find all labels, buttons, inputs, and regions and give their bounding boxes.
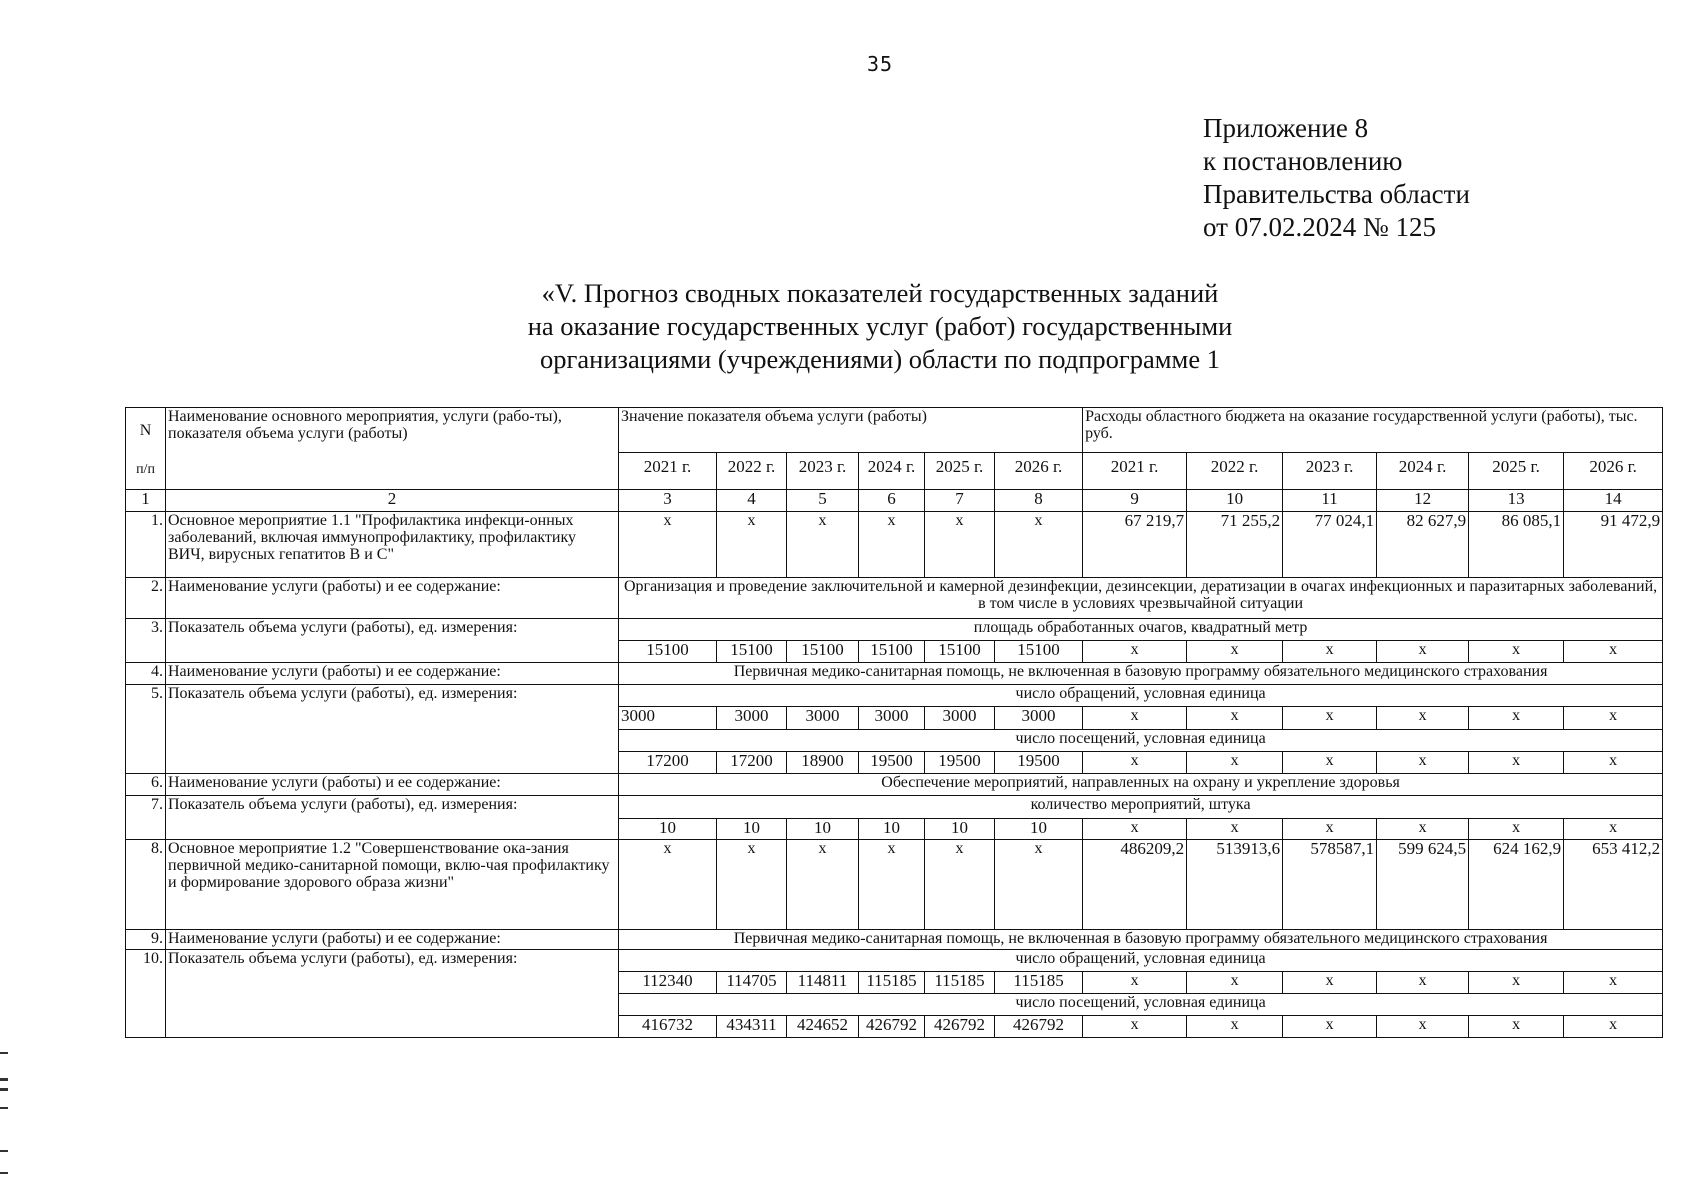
table-row bbox=[126, 796, 1663, 819]
column-number: 4 bbox=[717, 490, 787, 512]
row-number: 8. bbox=[126, 840, 166, 930]
value-cell: х bbox=[925, 840, 995, 930]
value-cell: х bbox=[787, 512, 859, 578]
year-header: 2021 г. bbox=[619, 453, 717, 490]
expense-cell: 513913,6 bbox=[1187, 840, 1283, 930]
expense-cell: х bbox=[1377, 641, 1469, 663]
indicator-label: число обращений, условная единица bbox=[619, 685, 1663, 707]
column-number: 14 bbox=[1564, 490, 1663, 512]
value-cell: 426792 bbox=[995, 1016, 1083, 1038]
value-cell: 15100 bbox=[717, 641, 787, 663]
column-number: 5 bbox=[787, 490, 859, 512]
value-cell: 112340 bbox=[619, 972, 717, 994]
expense-cell: 86 085,1 bbox=[1469, 512, 1564, 578]
row-number: 3. bbox=[126, 619, 166, 663]
value-cell: х bbox=[717, 512, 787, 578]
indicator-label: число обращений, условная единица bbox=[619, 950, 1663, 972]
value-cell: 3000 bbox=[717, 707, 787, 730]
row-number: 1. bbox=[126, 512, 166, 578]
year-header: 2024 г. bbox=[1377, 453, 1469, 490]
expense-cell: х bbox=[1469, 752, 1564, 774]
table-row bbox=[126, 950, 1663, 972]
expense-cell: х bbox=[1469, 1016, 1564, 1038]
appendix-line: Приложение 8 bbox=[1203, 113, 1369, 143]
expense-cell: х bbox=[1564, 707, 1663, 730]
header-name-cell: Наименование основного мероприятия, услуги (рабо-ты), показателя объема услуги (работы) bbox=[166, 408, 619, 490]
row-name: Наименование услуги (работы) и ее содержание: bbox=[166, 930, 619, 950]
row-number: 6. bbox=[126, 774, 166, 796]
row-name: Основное мероприятие 1.1 "Профилактика инфекци-онных заболеваний, включая иммунопрофилактику, профилактику ВИЧ, вирусных гепатитов В и С" bbox=[166, 512, 619, 578]
column-number: 3 bbox=[619, 490, 717, 512]
value-cell: 434311 bbox=[717, 1016, 787, 1038]
value-cell: 3000 bbox=[619, 707, 717, 730]
value-cell: х bbox=[859, 512, 925, 578]
expense-cell: 599 624,5 bbox=[1377, 840, 1469, 930]
value-cell: х bbox=[787, 840, 859, 930]
value-cell: х bbox=[619, 512, 717, 578]
value-cell: 114705 bbox=[717, 972, 787, 994]
row-number: 9. bbox=[126, 930, 166, 950]
value-cell: х bbox=[859, 840, 925, 930]
indicator-label: площадь обработанных очагов, квадратный метр bbox=[619, 619, 1663, 641]
column-number: 12 bbox=[1377, 490, 1469, 512]
header-n-cell bbox=[126, 408, 166, 490]
expense-cell: 71 255,2 bbox=[1187, 512, 1283, 578]
scan-mark bbox=[0, 1052, 8, 1054]
value-cell: 114811 bbox=[787, 972, 859, 994]
expense-cell: х bbox=[1377, 752, 1469, 774]
page-number: 35 bbox=[866, 52, 894, 76]
service-content: Первичная медико-санитарная помощь, не включенная в базовую программу обязательного медицинского страхования bbox=[619, 930, 1663, 950]
year-header: 2026 г. bbox=[1564, 453, 1663, 490]
column-number-row bbox=[126, 490, 1663, 512]
row-name: Показатель объема услуги (работы), ед. измерения: bbox=[166, 619, 619, 663]
expense-cell: х bbox=[1564, 972, 1663, 994]
header-row-groups bbox=[126, 408, 1663, 453]
title-line: организациями (учреждениями) области по подпрограмме 1 bbox=[540, 344, 1220, 374]
expense-cell: 653 412,2 bbox=[1564, 840, 1663, 930]
forecast-table-wrapper bbox=[125, 407, 1663, 1038]
value-cell: 3000 bbox=[859, 707, 925, 730]
value-cell: 18900 bbox=[787, 752, 859, 774]
expense-cell: х bbox=[1083, 1016, 1187, 1038]
expense-cell: х bbox=[1469, 819, 1564, 840]
expense-cell: х bbox=[1283, 972, 1377, 994]
appendix-line: Правительства области bbox=[1203, 179, 1470, 209]
value-cell: х bbox=[995, 840, 1083, 930]
scan-mark bbox=[0, 1078, 8, 1081]
expense-cell: х bbox=[1564, 641, 1663, 663]
expense-cell: х bbox=[1187, 819, 1283, 840]
scan-mark bbox=[0, 1150, 8, 1152]
column-number: 9 bbox=[1083, 490, 1187, 512]
expense-cell: х bbox=[1083, 752, 1187, 774]
appendix-block bbox=[1203, 112, 1470, 244]
value-cell: 15100 bbox=[787, 641, 859, 663]
table-row bbox=[126, 663, 1663, 685]
value-cell: 19500 bbox=[925, 752, 995, 774]
row-number: 4. bbox=[126, 663, 166, 685]
service-content: Обеспечение мероприятий, направленных на охрану и укрепление здоровья bbox=[619, 774, 1663, 796]
expense-cell: 578587,1 bbox=[1283, 840, 1377, 930]
row-name: Показатель объема услуги (работы), ед. измерения: bbox=[166, 796, 619, 840]
value-cell: 424652 bbox=[787, 1016, 859, 1038]
column-number: 10 bbox=[1187, 490, 1283, 512]
value-cell: 3000 bbox=[925, 707, 995, 730]
expense-cell: х bbox=[1187, 1016, 1283, 1038]
value-cell: 17200 bbox=[717, 752, 787, 774]
table-row bbox=[126, 685, 1663, 707]
year-header: 2026 г. bbox=[995, 453, 1083, 490]
column-number: 1 bbox=[126, 490, 166, 512]
table-row bbox=[126, 774, 1663, 796]
title-line: «V. Прогноз сводных показателей государственных заданий bbox=[541, 278, 1219, 308]
header-values-group: Значение показателя объема услуги (работы) bbox=[619, 408, 1083, 453]
expense-cell: 486209,2 bbox=[1083, 840, 1187, 930]
expense-cell: х bbox=[1564, 819, 1663, 840]
value-cell: 10 bbox=[619, 819, 717, 840]
year-header: 2025 г. bbox=[1469, 453, 1564, 490]
value-cell: х bbox=[619, 840, 717, 930]
value-cell: 10 bbox=[925, 819, 995, 840]
column-number: 2 bbox=[166, 490, 619, 512]
row-number: 10. bbox=[126, 950, 166, 1038]
row-name: Показатель объема услуги (работы), ед. измерения: bbox=[166, 950, 619, 1038]
row-name: Наименование услуги (работы) и ее содержание: bbox=[166, 663, 619, 685]
expense-cell: х bbox=[1083, 707, 1187, 730]
table-row bbox=[126, 930, 1663, 950]
value-cell: х bbox=[717, 840, 787, 930]
expense-cell: х bbox=[1469, 972, 1564, 994]
expense-cell: х bbox=[1283, 707, 1377, 730]
scan-mark bbox=[0, 1088, 8, 1091]
value-cell: 115185 bbox=[995, 972, 1083, 994]
row-name: Основное мероприятие 1.2 "Совершенствование ока-зания первичной медико-санитарной помощи, вклю-чая профилактику и формирование здорового образа жизни" bbox=[166, 840, 619, 930]
year-header: 2023 г. bbox=[1283, 453, 1377, 490]
value-cell: х bbox=[995, 512, 1083, 578]
expense-cell: 624 162,9 bbox=[1469, 840, 1564, 930]
expense-cell: х bbox=[1377, 1016, 1469, 1038]
expense-cell: х bbox=[1469, 707, 1564, 730]
indicator-label: число посещений, условная единица bbox=[619, 994, 1663, 1016]
year-header: 2021 г. bbox=[1083, 453, 1187, 490]
table-row bbox=[126, 578, 1663, 619]
value-cell: 10 bbox=[859, 819, 925, 840]
expense-cell: х bbox=[1283, 752, 1377, 774]
appendix-line: к постановлению bbox=[1203, 146, 1403, 176]
expense-cell: 91 472,9 bbox=[1564, 512, 1663, 578]
appendix-line: от 07.02.2024 № 125 bbox=[1203, 212, 1436, 242]
value-cell: 10 bbox=[787, 819, 859, 840]
column-number: 13 bbox=[1469, 490, 1564, 512]
expense-cell: х bbox=[1187, 972, 1283, 994]
value-cell: 15100 bbox=[859, 641, 925, 663]
expense-cell: х bbox=[1187, 707, 1283, 730]
expense-cell: 67 219,7 bbox=[1083, 512, 1187, 578]
value-cell: 19500 bbox=[859, 752, 925, 774]
expense-cell: х bbox=[1083, 819, 1187, 840]
expense-cell: х bbox=[1283, 819, 1377, 840]
expense-cell: х bbox=[1283, 641, 1377, 663]
year-header: 2025 г. bbox=[925, 453, 995, 490]
expense-cell: х bbox=[1564, 1016, 1663, 1038]
year-header: 2023 г. bbox=[787, 453, 859, 490]
expense-cell: 82 627,9 bbox=[1377, 512, 1469, 578]
expense-cell: х bbox=[1083, 641, 1187, 663]
value-cell: 17200 bbox=[619, 752, 717, 774]
value-cell: 10 bbox=[995, 819, 1083, 840]
expense-cell: х bbox=[1377, 972, 1469, 994]
row-name: Показатель объема услуги (работы), ед. измерения: bbox=[166, 685, 619, 774]
column-number: 8 bbox=[995, 490, 1083, 512]
year-header: 2022 г. bbox=[717, 453, 787, 490]
forecast-table bbox=[125, 407, 1663, 1038]
service-content: Первичная медико-санитарная помощь, не включенная в базовую программу обязательного медицинского страхования bbox=[619, 663, 1663, 685]
service-content: Организация и проведение заключительной и камерной дезинфекции, дезинсекции, дератизации в очагах инфекционных и паразитарных заболеваний, в том числе в условиях чрезвычайной ситуации bbox=[619, 578, 1663, 619]
expense-cell: х bbox=[1083, 972, 1187, 994]
title-line: на оказание государственных услуг (работ) государственными bbox=[527, 311, 1233, 341]
value-cell: 115185 bbox=[925, 972, 995, 994]
value-cell: 15100 bbox=[925, 641, 995, 663]
row-number: 5. bbox=[126, 685, 166, 774]
header-n-top: N bbox=[139, 422, 152, 439]
table-row bbox=[126, 512, 1663, 578]
value-cell: 115185 bbox=[859, 972, 925, 994]
expense-cell: х bbox=[1377, 819, 1469, 840]
column-number: 7 bbox=[925, 490, 995, 512]
value-cell: 426792 bbox=[859, 1016, 925, 1038]
indicator-label: количество мероприятий, штука bbox=[619, 796, 1663, 819]
expense-cell: х bbox=[1564, 752, 1663, 774]
row-name: Наименование услуги (работы) и ее содержание: bbox=[166, 774, 619, 796]
table-row bbox=[126, 619, 1663, 641]
value-cell: 15100 bbox=[619, 641, 717, 663]
value-cell: 19500 bbox=[995, 752, 1083, 774]
scan-mark bbox=[0, 1172, 8, 1174]
row-name: Наименование услуги (работы) и ее содержание: bbox=[166, 578, 619, 619]
year-header: 2022 г. bbox=[1187, 453, 1283, 490]
column-number: 11 bbox=[1283, 490, 1377, 512]
expense-cell: х bbox=[1469, 641, 1564, 663]
expense-cell: х bbox=[1187, 752, 1283, 774]
table-row bbox=[126, 840, 1663, 930]
value-cell: 3000 bbox=[995, 707, 1083, 730]
expense-cell: х bbox=[1187, 641, 1283, 663]
expense-cell: х bbox=[1283, 1016, 1377, 1038]
indicator-label: число посещений, условная единица bbox=[619, 730, 1663, 752]
value-cell: х bbox=[925, 512, 995, 578]
value-cell: 3000 bbox=[787, 707, 859, 730]
scan-mark bbox=[0, 1107, 8, 1109]
header-expenses-group: Расходы областного бюджета на оказание государственной услуги (работы), тыс. руб. bbox=[1083, 408, 1663, 453]
column-number: 6 bbox=[859, 490, 925, 512]
expense-cell: х bbox=[1377, 707, 1469, 730]
value-cell: 10 bbox=[717, 819, 787, 840]
document-title bbox=[360, 277, 1400, 376]
expense-cell: 77 024,1 bbox=[1283, 512, 1377, 578]
year-header: 2024 г. bbox=[859, 453, 925, 490]
row-number: 2. bbox=[126, 578, 166, 619]
value-cell: 426792 bbox=[925, 1016, 995, 1038]
header-n-bottom: п/п bbox=[136, 462, 155, 477]
value-cell: 15100 bbox=[995, 641, 1083, 663]
row-number: 7. bbox=[126, 796, 166, 840]
value-cell: 416732 bbox=[619, 1016, 717, 1038]
